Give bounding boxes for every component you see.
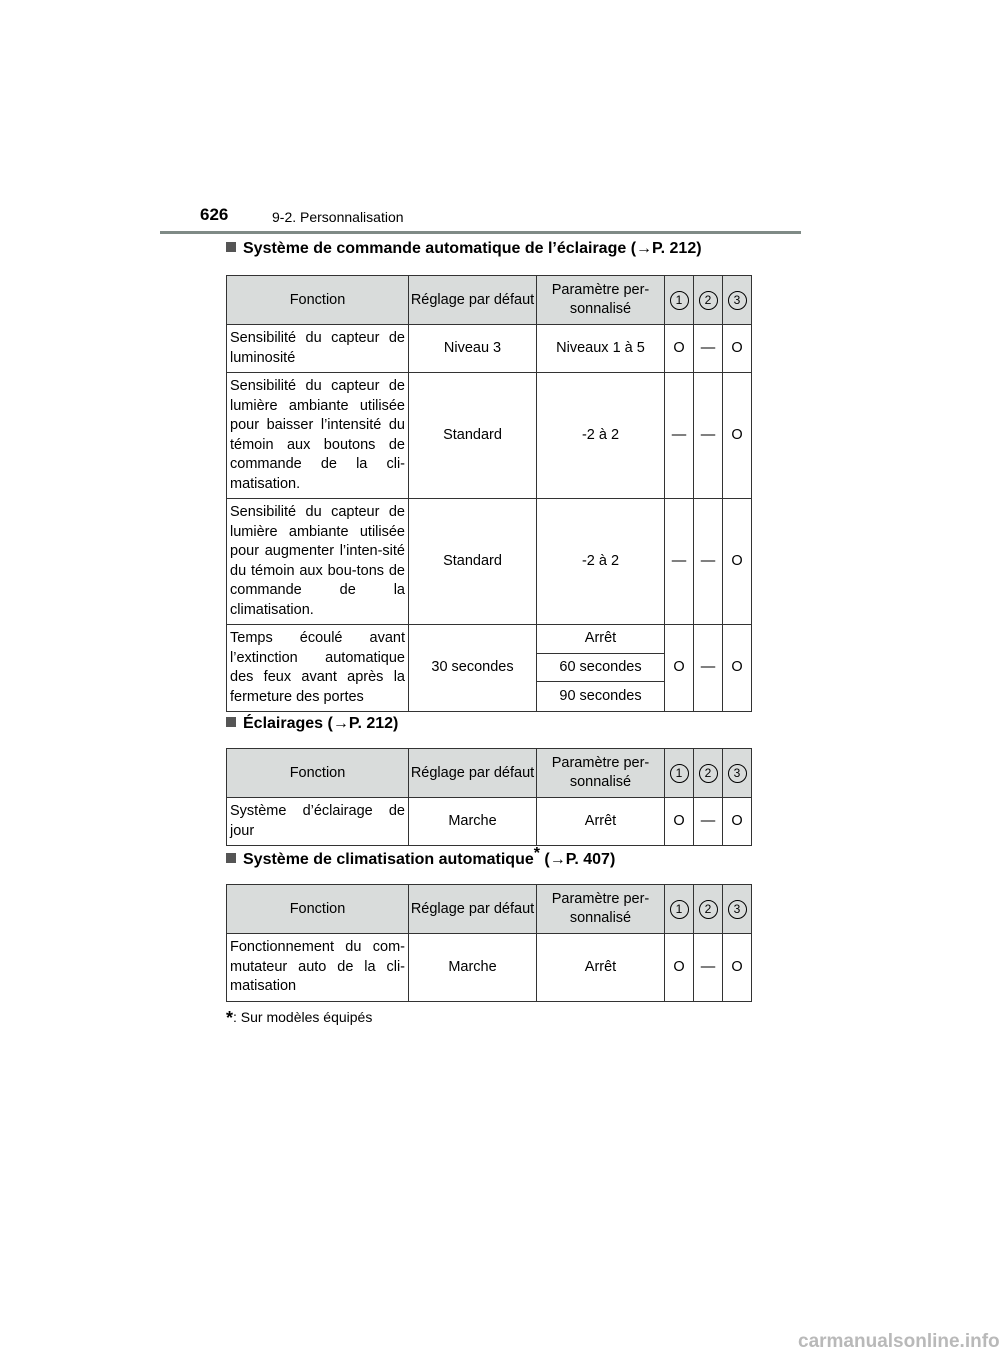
function-cell: Sensibilité du capteur de lumière ambiante utilisée pour baisser l’intensité du témoin aux boutons de commande de la cli-matisation. [227,373,409,499]
col2-cell: — [694,373,723,499]
table-row [227,934,752,1002]
default-cell: Niveau 3 [409,325,537,373]
footnote-star: * [533,845,540,862]
auto-lighting-table [226,275,752,712]
col1-cell: O [665,625,694,712]
header-col-2: 2 [694,276,723,325]
default-cell: Standard [409,499,537,625]
custom-cell: Arrêt [537,798,665,846]
climate-table [226,884,752,1002]
default-cell: Standard [409,373,537,499]
col3-cell: O [723,625,752,712]
col1-cell: O [665,798,694,846]
col2-cell: — [694,798,723,846]
custom-cell: 90 secondes [537,682,665,712]
col3-cell: O [723,373,752,499]
default-cell: Marche [409,934,537,1002]
col3-cell: O [723,798,752,846]
header-default: Réglage par défaut [409,276,537,325]
footnote-star: * [226,1008,234,1028]
custom-cell: -2 à 2 [537,499,665,625]
custom-cell: Niveaux 1 à 5 [537,325,665,373]
function-cell: Fonctionnement du com-mutateur auto de la cli-matisation [227,934,409,1002]
custom-cell: Arrêt [537,625,665,654]
header-custom: Paramètre per-sonnalisé [537,885,665,934]
col2-cell: — [694,499,723,625]
function-cell: Sensibilité du capteur de lumière ambiante utilisée pour augmenter l’inten-sité du témoin aux bou-tons de commande de la climatisation. [227,499,409,625]
square-bullet-icon [226,242,236,252]
col1-cell: O [665,934,694,1002]
square-bullet-icon [226,853,236,863]
header-function: Fonction [227,749,409,798]
footnote [226,1008,372,1029]
custom-cell: Arrêt [537,934,665,1002]
table-row [227,798,752,846]
section-title-climate: Système de climatisation automatique* (→P. 407) [226,851,615,869]
col2-cell: — [694,934,723,1002]
page-number: 626 [200,205,229,224]
square-bullet-icon [226,717,236,727]
custom-cell: -2 à 2 [537,373,665,499]
col2-cell: — [694,325,723,373]
default-cell: 30 secondes [409,625,537,712]
footnote-text: : Sur modèles équipés [233,1009,373,1025]
chapter-title: 9-2. Personnalisation [272,209,404,225]
col1-cell: — [665,499,694,625]
lights-table [226,748,752,846]
header-function: Fonction [227,276,409,325]
col1-cell: — [665,373,694,499]
table-header-row [227,885,752,934]
table-row [227,325,752,373]
header-col-2: 2 [694,885,723,934]
col3-cell: O [723,325,752,373]
custom-cell: 60 secondes [537,653,665,682]
default-cell: Marche [409,798,537,846]
col3-cell: O [723,934,752,1002]
header-col-3: 3 [723,749,752,798]
section-title-auto-lighting: Système de commande automatique de l’éclairage (→P. 212) [226,240,702,258]
table-row [227,373,752,499]
section-title-lights: Éclairages (→P. 212) [226,715,398,733]
header-col-2: 2 [694,749,723,798]
header-default: Réglage par défaut [409,749,537,798]
table-row [227,499,752,625]
header-col-3: 3 [723,885,752,934]
header-divider [160,231,801,234]
header-custom: Paramètre per-sonnalisé [537,276,665,325]
col3-cell: O [723,499,752,625]
header-function: Fonction [227,885,409,934]
table-header-row [227,749,752,798]
header-col-1: 1 [665,885,694,934]
function-cell: Système d’éclairage de jour [227,798,409,846]
table-row [227,625,752,654]
function-cell: Temps écoulé avant l’extinction automatique des feux avant après la fermeture des portes [227,625,409,712]
header-default: Réglage par défaut [409,885,537,934]
function-cell: Sensibilité du capteur de luminosité [227,325,409,373]
header-col-1: 1 [665,276,694,325]
header-custom: Paramètre per-sonnalisé [537,749,665,798]
watermark: carmanualsonline.info [798,1331,1000,1352]
col1-cell: O [665,325,694,373]
col2-cell: — [694,625,723,712]
header-col-1: 1 [665,749,694,798]
header-col-3: 3 [723,276,752,325]
table-header-row [227,276,752,325]
